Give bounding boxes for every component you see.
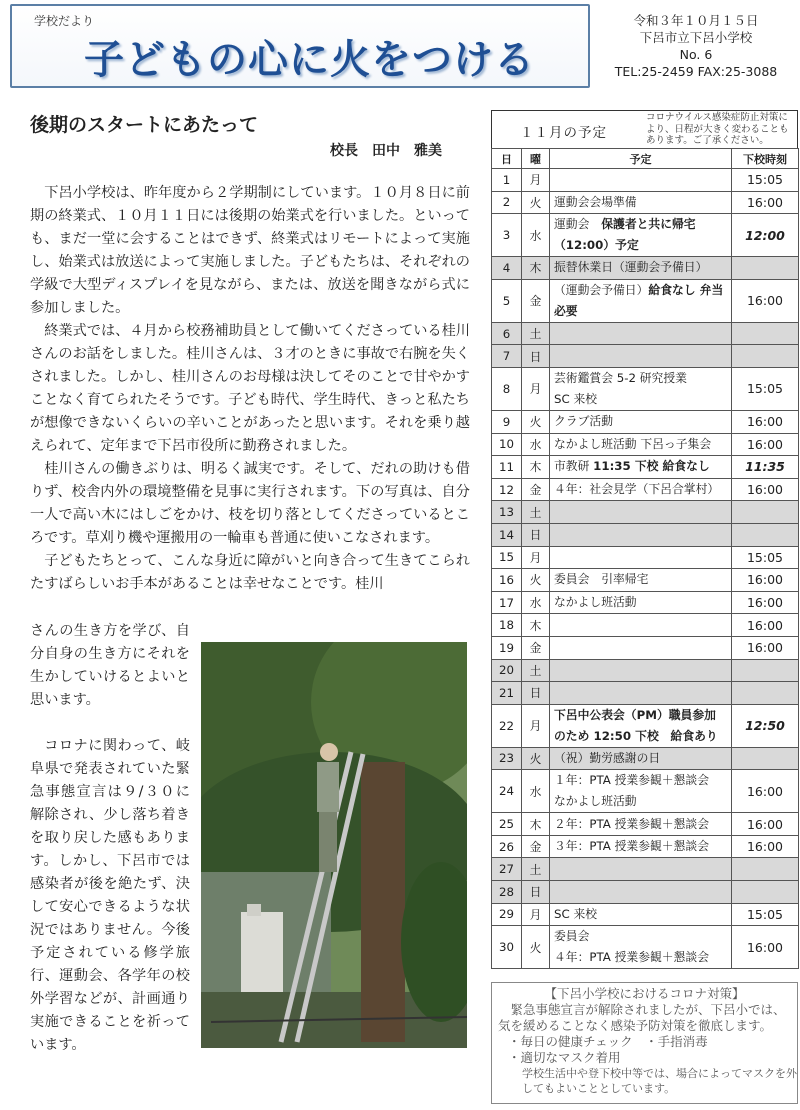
row-day: 7 — [492, 345, 522, 368]
row-event — [550, 169, 732, 192]
tree-pruning-photo — [201, 642, 467, 1048]
row-dismissal: 16:00 — [732, 433, 799, 456]
article-paragraph: 子どもたちとって、こんな身近に障がいと向き合って生きてこられたすばらしいお手本があることは幸せなことです。桂川 — [30, 553, 470, 592]
row-day: 9 — [492, 410, 522, 433]
row-event: （祝）勤労感謝の日 — [550, 747, 732, 770]
schedule-row — [492, 614, 799, 637]
row-dismissal: 16:00 — [732, 569, 799, 592]
row-dismissal: 16:00 — [732, 279, 799, 322]
schedule-note: コロナウイルス感染症防止対策により、日程が大きく変わることもあります。ご了承ください。 — [646, 112, 789, 146]
row-dismissal: 16:00 — [732, 191, 799, 214]
row-dismissal — [732, 345, 799, 368]
schedule-row — [492, 169, 799, 192]
schedule-row — [492, 770, 799, 813]
row-weekday: 水 — [522, 433, 550, 456]
row-event — [550, 456, 732, 479]
row-weekday: 火 — [522, 747, 550, 770]
row-weekday: 木 — [522, 813, 550, 836]
covid-body: 緊急事態宣言が解除されましたが、下呂小では、気を緩めることなく感染予防対策を徹底します。 — [498, 1002, 786, 1033]
row-event — [550, 636, 732, 659]
row-day: 6 — [492, 322, 522, 345]
row-dismissal: 16:00 — [732, 410, 799, 433]
row-dismissal: 16:00 — [732, 636, 799, 659]
header-info — [598, 12, 794, 80]
event-text: 給食なし 弁当必要 — [554, 282, 724, 318]
row-day: 4 — [492, 257, 522, 280]
row-dismissal: 16:00 — [732, 478, 799, 501]
schedule-row — [492, 659, 799, 682]
event-text: 市教研 — [554, 459, 590, 474]
row-weekday: 土 — [522, 322, 550, 345]
row-event — [550, 926, 732, 969]
row-day: 1 — [492, 169, 522, 192]
row-weekday: 日 — [522, 523, 550, 546]
row-dismissal — [732, 523, 799, 546]
row-event — [550, 322, 732, 345]
schedule-row — [492, 747, 799, 770]
row-day: 17 — [492, 591, 522, 614]
schedule-row — [492, 546, 799, 569]
row-weekday: 金 — [522, 636, 550, 659]
article-paragraph: さんの生き方を学び、自分自身の生き方にそれを生かしていけるとよいと思います。 — [30, 623, 190, 708]
article-paragraph: 桂川さんの働きぶりは、明るく誠実です。そして、だれの助けも借りず、校舎内外の環境整備を見事に実行されます。下の写真は、自分一人で高い木にはしごをかけ、枝を切り落としてくださっているところです。草刈り機や運搬用の一輪車も普通に使いこなされます。 — [30, 461, 470, 546]
row-dismissal: 11:35 — [732, 456, 799, 479]
contact-numbers: TEL:25-2459 FAX:25-3088 — [614, 64, 778, 79]
row-event — [550, 614, 732, 637]
row-weekday: 木 — [522, 614, 550, 637]
row-dismissal: 16:00 — [732, 770, 799, 813]
event-text: 11:35 下校 給食なし — [593, 459, 710, 474]
col-dismissal: 下校時刻 — [732, 149, 799, 169]
row-day: 24 — [492, 770, 522, 813]
row-day: 22 — [492, 704, 522, 747]
schedule-row — [492, 478, 799, 501]
row-event — [550, 770, 732, 813]
schedule-row — [492, 813, 799, 836]
row-dismissal — [732, 257, 799, 280]
row-dismissal: 12:50 — [732, 704, 799, 747]
schedule-row — [492, 410, 799, 433]
row-weekday: 日 — [522, 345, 550, 368]
schedule-row — [492, 881, 799, 904]
article-body-narrow — [30, 620, 190, 1057]
event-text: （12:00）予定 — [554, 238, 639, 253]
row-weekday: 月 — [522, 704, 550, 747]
schedule-title: １１月の予定 — [520, 125, 607, 141]
row-dismissal — [732, 501, 799, 524]
schedule-row — [492, 367, 799, 410]
row-day: 26 — [492, 835, 522, 858]
row-event: 運動会会場準備 — [550, 191, 732, 214]
row-event: ３年：PTA 授業参観＋懇談会 — [550, 835, 732, 858]
row-event — [550, 659, 732, 682]
schedule-row — [492, 345, 799, 368]
schedule-row — [492, 569, 799, 592]
schedule-row — [492, 214, 799, 257]
row-dismissal — [732, 682, 799, 705]
row-weekday: 土 — [522, 501, 550, 524]
row-weekday: 日 — [522, 682, 550, 705]
row-event — [550, 704, 732, 747]
newsletter-header — [10, 4, 590, 88]
issue-number: No. 6 — [679, 47, 713, 62]
row-dismissal: 16:00 — [732, 591, 799, 614]
article-paragraph: 終業式では、４月から校務補助員として働いてくださっている桂川さんのお話をしました。桂川さんは、３才のときに事故で右腕を失くされました。しかし、桂川さんのお母様は決してそのことで甘やかすことなく育てられたそうです。子ども時代、学生時代、きっと私たちが想像できないくらいの辛いことがあったと思います。それを乗り越えられて、定年まで下呂市役所に勤務されました。 — [30, 323, 470, 454]
row-weekday: 木 — [522, 456, 550, 479]
newsletter-title: 子どもの心に火をつける — [84, 37, 535, 83]
schedule-row — [492, 523, 799, 546]
col-weekday: 曜 — [522, 149, 550, 169]
covid-item: ・適切なマスク着用 — [508, 1050, 621, 1065]
row-dismissal: 15:05 — [732, 546, 799, 569]
row-event: なかよし班活動 — [550, 591, 732, 614]
schedule-row — [492, 835, 799, 858]
schedule-row — [492, 926, 799, 969]
schedule-row — [492, 704, 799, 747]
row-event: ４年：社会見学（下呂合掌村） — [550, 478, 732, 501]
row-day: 5 — [492, 279, 522, 322]
event-text: なかよし班活動 — [554, 794, 637, 809]
row-dismissal — [732, 881, 799, 904]
row-event: クラブ活動 — [550, 410, 732, 433]
row-day: 8 — [492, 367, 522, 410]
row-dismissal: 16:00 — [732, 926, 799, 969]
row-day: 21 — [492, 682, 522, 705]
schedule-header-row — [492, 149, 799, 169]
row-event — [550, 682, 732, 705]
row-event — [550, 523, 732, 546]
row-day: 27 — [492, 858, 522, 881]
row-event — [550, 214, 732, 257]
article-paragraph: コロナに関わって、岐阜県で発表されていた緊急事態宣言は９/３０に解除され、少し落ち着きを取り戻した感もあります。しかし、下呂市では感染者が後を絶たず、決して安心できるような状況ではありません。今後予定されている修学旅行、運動会、各学年の校外学習などが、計画通り実施できることを祈っています。 — [30, 738, 190, 1053]
row-weekday: 日 — [522, 881, 550, 904]
row-weekday: 土 — [522, 659, 550, 682]
schedule-row — [492, 456, 799, 479]
row-event: 委員会 引率帰宅 — [550, 569, 732, 592]
row-weekday: 木 — [522, 257, 550, 280]
november-schedule — [491, 110, 798, 969]
newsletter-subtitle: 学校だより — [34, 14, 95, 28]
row-day: 18 — [492, 614, 522, 637]
row-day: 15 — [492, 546, 522, 569]
row-event — [550, 501, 732, 524]
row-event — [550, 881, 732, 904]
schedule-rows — [492, 169, 799, 969]
row-weekday: 火 — [522, 191, 550, 214]
row-dismissal — [732, 858, 799, 881]
row-weekday: 土 — [522, 858, 550, 881]
article-author: 校長 田中 雅美 — [330, 143, 442, 159]
row-weekday: 水 — [522, 591, 550, 614]
row-dismissal — [732, 659, 799, 682]
school-name: 下呂市立下呂小学校 — [639, 30, 753, 45]
row-weekday: 金 — [522, 279, 550, 322]
row-weekday: 火 — [522, 926, 550, 969]
covid-measures-box — [491, 982, 798, 1104]
issue-date: 令和３年１０月１５日 — [633, 13, 759, 28]
row-event — [550, 367, 732, 410]
row-event — [550, 279, 732, 322]
event-text: ４年：PTA 授業参観＋懇談会 — [554, 950, 709, 965]
event-text: 保護者と共に帰宅 — [601, 217, 696, 232]
schedule-row — [492, 636, 799, 659]
row-weekday: 月 — [522, 169, 550, 192]
row-dismissal: 15:05 — [732, 903, 799, 926]
row-dismissal: 16:00 — [732, 614, 799, 637]
row-event — [550, 546, 732, 569]
schedule-row — [492, 279, 799, 322]
row-day: 30 — [492, 926, 522, 969]
schedule-row — [492, 903, 799, 926]
schedule-row — [492, 433, 799, 456]
row-day: 3 — [492, 214, 522, 257]
row-day: 14 — [492, 523, 522, 546]
row-dismissal: 12:00 — [732, 214, 799, 257]
schedule-row — [492, 682, 799, 705]
row-event: ２年：PTA 授業参観＋懇談会 — [550, 813, 732, 836]
row-weekday: 月 — [522, 546, 550, 569]
article-title: 後期のスタートにあたって — [30, 114, 259, 136]
row-day: 23 — [492, 747, 522, 770]
row-day: 19 — [492, 636, 522, 659]
row-weekday: 火 — [522, 569, 550, 592]
row-weekday: 水 — [522, 214, 550, 257]
row-day: 2 — [492, 191, 522, 214]
row-day: 16 — [492, 569, 522, 592]
event-text: １年：PTA 授業参観＋懇談会 — [554, 773, 709, 788]
schedule-header — [491, 110, 798, 148]
schedule-row — [492, 257, 799, 280]
schedule-row — [492, 858, 799, 881]
row-day: 20 — [492, 659, 522, 682]
row-day: 29 — [492, 903, 522, 926]
row-weekday: 月 — [522, 367, 550, 410]
col-event: 予定 — [550, 149, 732, 169]
event-text: SC 来校 — [554, 391, 598, 406]
row-day: 12 — [492, 478, 522, 501]
covid-item: ・毎日の健康チェック ・手指消毒 — [508, 1034, 708, 1049]
schedule-row — [492, 322, 799, 345]
article-body — [30, 182, 470, 596]
col-day: 日 — [492, 149, 522, 169]
row-event: SC 来校 — [550, 903, 732, 926]
covid-title: 【下呂小学校におけるコロナ対策】 — [544, 986, 745, 1001]
row-event — [550, 345, 732, 368]
event-text: （運動会予備日） — [554, 282, 649, 297]
row-weekday: 金 — [522, 478, 550, 501]
row-dismissal: 15:05 — [732, 367, 799, 410]
row-day: 11 — [492, 456, 522, 479]
row-dismissal: 16:00 — [732, 813, 799, 836]
event-text: 運動会 — [554, 217, 590, 232]
row-day: 25 — [492, 813, 522, 836]
event-text: 委員会 — [554, 929, 590, 944]
row-dismissal: 15:05 — [732, 169, 799, 192]
schedule-row — [492, 191, 799, 214]
article-paragraph: 下呂小学校は、昨年度から２学期制にしています。１０月８日に前期の終業式、１０月１１日には後期の始業式を行いました。といっても、まだ一堂に会することはできず、終業式はリモートによって実施し、始業式は放送によって実施しました。子どもたちは、それぞれの学級で大型ディスプレイを見ながら、または、放送を聞きながら式に参加しました。 — [30, 185, 470, 316]
covid-note: 学校生活中や登下校中等では、場合によってマスクを外してもよいこととしています。 — [522, 1067, 797, 1095]
row-weekday: 金 — [522, 835, 550, 858]
row-day: 10 — [492, 433, 522, 456]
row-day: 28 — [492, 881, 522, 904]
row-dismissal — [732, 322, 799, 345]
schedule-row — [492, 591, 799, 614]
row-event: なかよし班活動 下呂っ子集会 — [550, 433, 732, 456]
row-weekday: 火 — [522, 410, 550, 433]
row-dismissal: 16:00 — [732, 835, 799, 858]
row-dismissal — [732, 747, 799, 770]
row-day: 13 — [492, 501, 522, 524]
event-text: 下呂中公表会（PM）職員参加のため 12:50 下校 給食あり — [554, 707, 718, 743]
row-event — [550, 858, 732, 881]
row-weekday: 月 — [522, 903, 550, 926]
schedule-row — [492, 501, 799, 524]
event-text: 芸術鑑賞会 5-2 研究授業 — [554, 370, 687, 385]
row-event: 振替休業日（運動会予備日） — [550, 257, 732, 280]
schedule-table — [491, 148, 799, 969]
row-weekday: 水 — [522, 770, 550, 813]
